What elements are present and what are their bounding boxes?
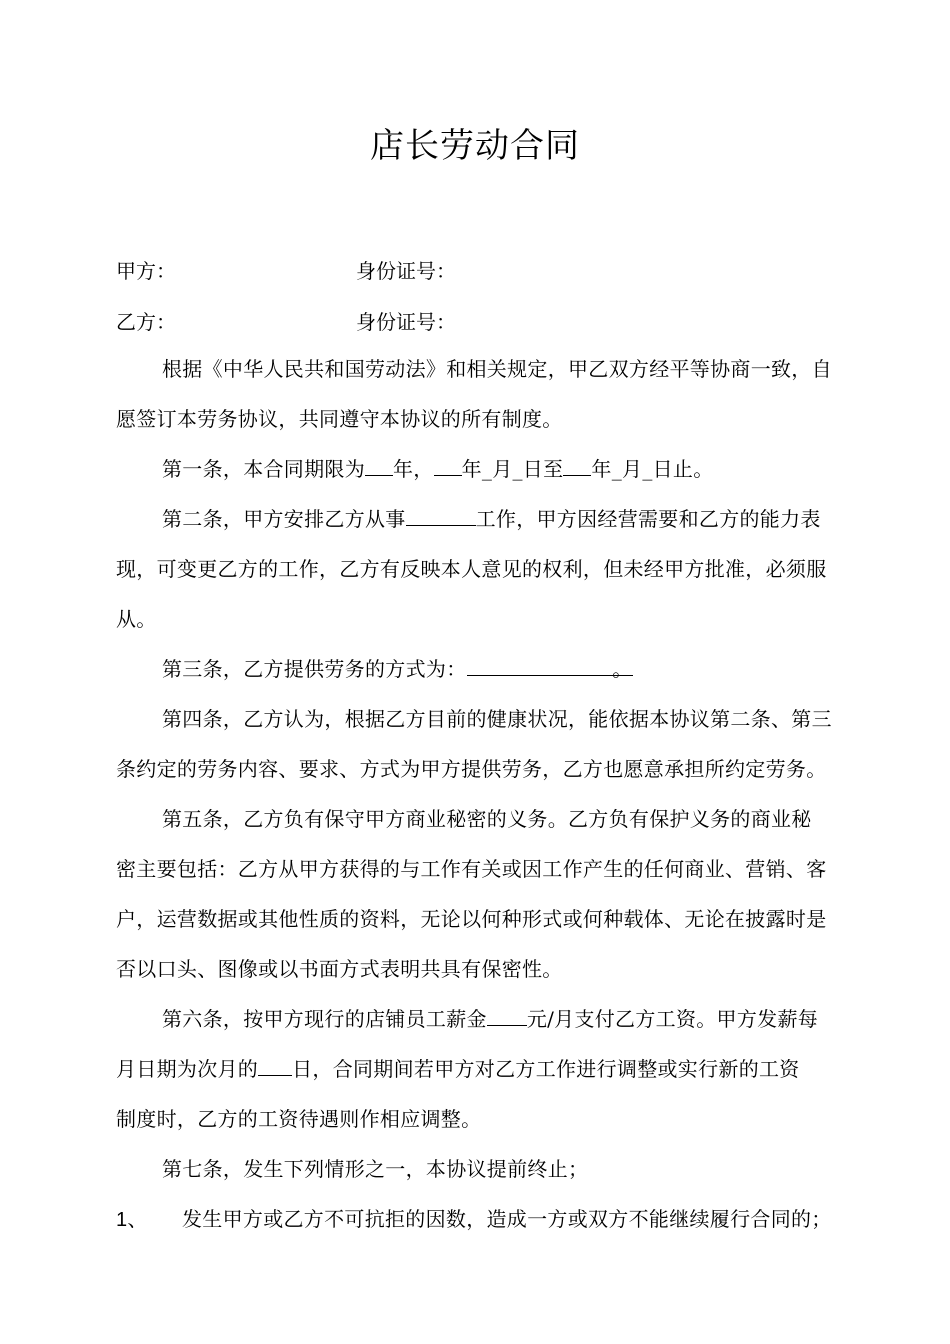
list-item-1 [116,1203,886,1232]
article-6-text-2a: 月日期为次月的 [116,1057,259,1081]
party-a-label: 甲方： [116,259,176,283]
article-4-line-1: 第四条，乙方认为，根据乙方目前的健康状况，能依据本协议第二条、第三 [162,707,832,731]
list-item-1-text: 发生甲方或乙方不可抗拒的因数，造成一方或双方不能继续履行合同的； [182,1207,832,1231]
article-5-line-1: 第五条，乙方负有保守甲方商业秘密的义务。乙方负有保护义务的商业秘 [162,807,812,831]
article-1-blank-years [365,455,393,476]
article-2-text-b: 工作，甲方因经营需要和乙方的能力表 [475,507,821,531]
party-b-id-label: 身份证号： [356,310,456,334]
article-3-period: 。 [612,657,633,681]
list-item-1-number: 1、 [116,1209,148,1231]
article-3-text-a: 第三条，乙方提供劳务的方式为： [162,657,467,681]
article-1-text-c: 年_月_日至 [461,457,564,481]
article-6-line-3: 制度时，乙方的工资待遇则作相应调整。 [116,1107,482,1131]
article-3-blank-method [467,655,633,681]
intro-line-1: 根据《中华人民共和国劳动法》和相关规定，甲乙双方经平等协商一致，自 [162,357,832,381]
party-a-id-label: 身份证号： [356,259,456,283]
article-6-line-1 [162,1003,932,1032]
article-2-blank-job [406,505,476,526]
article-6-text-a: 第六条，按甲方现行的店铺员工薪金 [162,1007,487,1031]
article-6-line-2 [116,1053,886,1082]
article-3 [162,653,932,682]
article-5-line-2: 密主要包括：乙方从甲方获得的与工作有关或因工作产生的任何商业、营销、客 [116,857,827,881]
article-6-text-2b: 日，合同期间若甲方对乙方工作进行调整或实行新的工资 [292,1057,800,1081]
article-6-text-b: 元/月支付乙方工资。甲方发薪每 [526,1007,819,1031]
article-2-line-2: 现，可变更乙方的工作，乙方有反映本人意见的权利，但未经甲方批准，必须服 [116,557,827,581]
article-2-line-1 [162,503,932,532]
article-1-blank-start-year [434,455,462,476]
intro-line-2: 愿签订本劳务协议，共同遵守本协议的所有制度。 [116,407,563,431]
article-6-blank-payday [258,1055,292,1076]
article-6-blank-salary [487,1005,527,1026]
article-7: 第七条，发生下列情形之一，本协议提前终止； [162,1157,589,1181]
article-1-text-b: 年， [393,457,434,481]
party-b-label: 乙方： [116,310,176,334]
article-5-line-3: 户，运营数据或其他性质的资料，无论以何种形式或何种载体、无论在披露时是 [116,907,827,931]
article-2-text-a: 第二条，甲方安排乙方从事 [162,507,406,531]
article-5-line-4: 否以口头、图像或以书面方式表明共具有保密性。 [116,957,563,981]
article-1-text-d: 年_月_日止。 [591,457,714,481]
document-title: 店长劳动合同 [370,126,580,166]
article-1 [162,453,932,482]
article-1-text-a: 第一条，本合同期限为 [162,457,365,481]
article-4-line-2: 条约定的劳务内容、要求、方式为甲方提供劳务，乙方也愿意承担所约定劳务。 [116,757,827,781]
article-2-line-3: 从。 [116,607,157,631]
article-1-blank-end-year [563,455,591,476]
